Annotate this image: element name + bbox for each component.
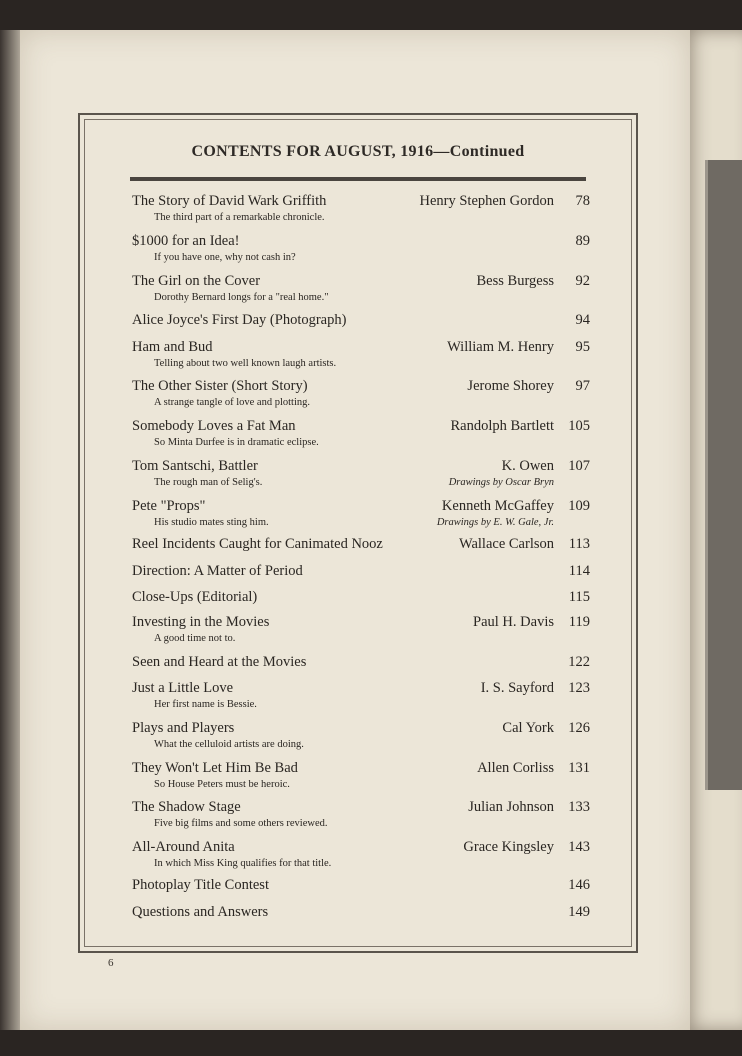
entry-author: K. Owen bbox=[501, 458, 554, 474]
entry-author: Wallace Carlson bbox=[458, 536, 554, 552]
entry-title: Photoplay Title Contest bbox=[132, 877, 269, 893]
entry-title: Just a Little Love bbox=[132, 680, 234, 696]
entry-title: The Shadow Stage bbox=[132, 799, 241, 815]
entry-page-number: 146 bbox=[568, 877, 590, 893]
entry-author: I. S. Sayford bbox=[480, 680, 554, 696]
entry-title: Somebody Loves a Fat Man bbox=[132, 418, 296, 434]
entry-title: Direction: A Matter of Period bbox=[132, 563, 303, 579]
entry-title: All-Around Anita bbox=[132, 839, 235, 855]
entry-page-number: 107 bbox=[568, 458, 590, 474]
entry-page-number: 113 bbox=[568, 536, 590, 552]
entry-title: Alice Joyce's First Day (Photograph) bbox=[132, 312, 347, 328]
entry-title: Reel Incidents Caught for Canimated Nooz bbox=[132, 536, 383, 552]
entry-page-number: 89 bbox=[575, 233, 590, 249]
entry-author: Bess Burgess bbox=[476, 273, 554, 289]
entry-subtitle: If you have one, why not cash in? bbox=[154, 252, 296, 263]
entry-page-number: 131 bbox=[568, 760, 590, 776]
entry-page-number: 115 bbox=[568, 589, 590, 605]
entry-title: The Girl on the Cover bbox=[132, 273, 261, 289]
entry-page-number: 95 bbox=[575, 339, 590, 355]
entry-page-number: 78 bbox=[575, 193, 590, 209]
entry-page-number: 94 bbox=[575, 312, 590, 328]
entry-page-number: 123 bbox=[568, 680, 590, 696]
contents-frame bbox=[78, 113, 638, 953]
entry-page-number: 97 bbox=[575, 378, 590, 394]
entry-subtitle: The third part of a remarkable chronicle. bbox=[154, 212, 325, 223]
page-number: 6 bbox=[108, 957, 114, 969]
entry-subtitle: A strange tangle of love and plotting. bbox=[154, 397, 311, 408]
entry-author: Grace Kingsley bbox=[463, 839, 554, 855]
entry-author: Randolph Bartlett bbox=[450, 418, 554, 434]
entry-title: Tom Santschi, Battler bbox=[132, 458, 258, 474]
entry-title: They Won't Let Him Be Bad bbox=[132, 760, 298, 776]
entry-page-number: 114 bbox=[568, 563, 590, 579]
entry-subtitle: His studio mates sting him. bbox=[154, 517, 269, 528]
entry-author: Cal York bbox=[502, 720, 554, 736]
entry-title: Pete "Props" bbox=[132, 498, 206, 514]
contents-heading: CONTENTS FOR AUGUST, 1916—Continued bbox=[191, 143, 525, 160]
entry-page-number: 143 bbox=[568, 839, 590, 855]
entry-title: Close-Ups (Editorial) bbox=[132, 589, 258, 605]
entry-page-number: 92 bbox=[575, 273, 590, 289]
entry-subtitle: What the celluloid artists are doing. bbox=[154, 739, 304, 750]
entry-subtitle: Dorothy Bernard longs for a "real home." bbox=[154, 292, 329, 303]
entry-title: Questions and Answers bbox=[132, 904, 269, 920]
entry-title: Plays and Players bbox=[132, 720, 235, 736]
entry-subtitle: The rough man of Selig's. bbox=[154, 477, 263, 488]
entry-title: The Other Sister (Short Story) bbox=[132, 378, 308, 394]
entry-title: Investing in the Movies bbox=[132, 614, 270, 630]
entry-subtitle: So Minta Durfee is in dramatic eclipse. bbox=[154, 437, 319, 448]
entry-subtitle: A good time not to. bbox=[154, 633, 236, 644]
entry-author: Allen Corliss bbox=[477, 760, 554, 776]
entry-author: William M. Henry bbox=[447, 339, 554, 355]
entry-page-number: 119 bbox=[568, 614, 590, 630]
entry-author: Jerome Shorey bbox=[467, 378, 554, 394]
entry-credit: Drawings by E. W. Gale, Jr. bbox=[436, 517, 554, 528]
left-page-edge bbox=[0, 30, 22, 1030]
entry-author: Henry Stephen Gordon bbox=[419, 193, 554, 209]
entry-title: $1000 for an Idea! bbox=[132, 233, 240, 249]
entry-page-number: 105 bbox=[568, 418, 590, 434]
entry-page-number: 122 bbox=[568, 654, 590, 670]
entry-title: Ham and Bud bbox=[132, 339, 213, 355]
entry-title: The Story of David Wark Griffith bbox=[132, 193, 327, 209]
entry-subtitle: Five big films and some others reviewed. bbox=[154, 818, 328, 829]
facing-page-photo bbox=[705, 160, 742, 790]
entry-title: Seen and Heard at the Movies bbox=[132, 654, 307, 670]
entry-credit: Drawings by Oscar Bryn bbox=[448, 477, 554, 488]
entry-author: Julian Johnson bbox=[468, 799, 554, 815]
entry-subtitle: Telling about two well known laugh artists. bbox=[154, 358, 337, 369]
entry-page-number: 149 bbox=[568, 904, 590, 920]
entry-author: Kenneth McGaffey bbox=[441, 498, 554, 514]
entry-page-number: 133 bbox=[568, 799, 590, 815]
entry-author: Paul H. Davis bbox=[473, 614, 554, 630]
entry-subtitle: Her first name is Bessie. bbox=[154, 699, 257, 710]
entry-subtitle: In which Miss King qualifies for that title. bbox=[154, 858, 332, 869]
entry-subtitle: So House Peters must be heroic. bbox=[154, 779, 290, 790]
entry-page-number: 126 bbox=[568, 720, 590, 736]
entry-page-number: 109 bbox=[568, 498, 590, 514]
heading-rule bbox=[130, 177, 586, 181]
